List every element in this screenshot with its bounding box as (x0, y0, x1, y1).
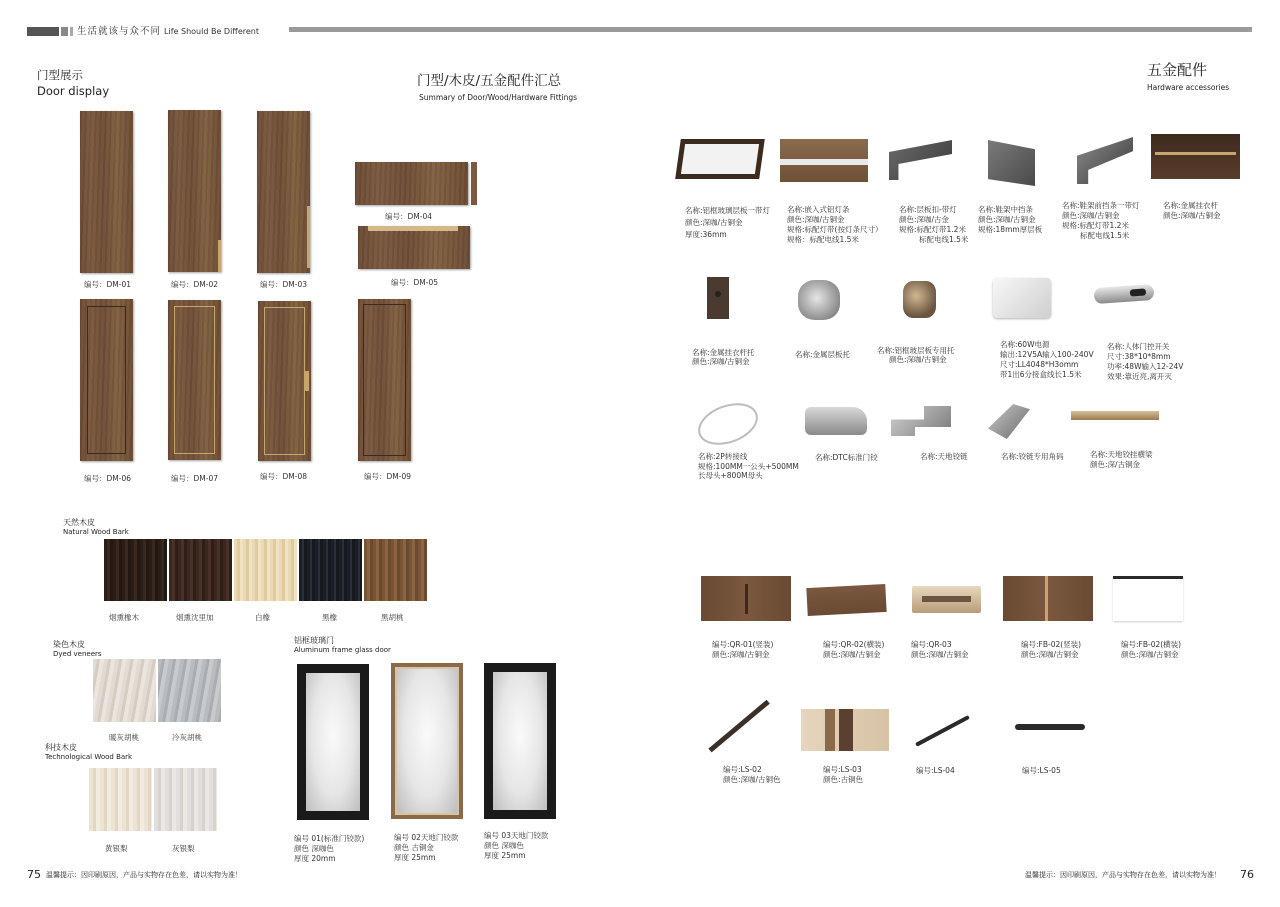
spec-adapter-cable (698, 452, 799, 481)
spec-line: 名称:层板扣-带灯 (899, 205, 957, 214)
spec-shoe-rack-led (1062, 201, 1140, 241)
spec-line: 颜色:深咖/古铜金 (787, 215, 845, 224)
spec-handle-ls-04 (916, 765, 955, 776)
swatch-label-yellow-pear: 黄银梨 (105, 844, 128, 853)
spec-line: 厚度:36mm (685, 230, 727, 239)
door-gold-inlay (264, 307, 305, 455)
swatch-white-oak (234, 539, 297, 601)
spec-line: 颜色:深咖/古铜色 (723, 775, 781, 784)
spec-line: 颜色:深咖/古铜金 (1121, 650, 1179, 659)
spec-handle-ls-05 (1022, 765, 1061, 776)
spec-line: 功率:48W输入12-24V (1107, 362, 1184, 371)
spec-line: 规格：标配电线1.5米 (787, 235, 859, 244)
spec-line: 效果:靠近亮,离开灭 (1107, 372, 1172, 381)
spec-line: 尺寸:LL4048*H3omm (1000, 360, 1079, 369)
spec-glass-shelf-support (877, 346, 955, 364)
glass-inner-frame (395, 667, 459, 815)
product-power-supply (993, 278, 1051, 318)
product-shoe-rack-bar (988, 140, 1035, 186)
spec-line: 编号:FB-02(竖装) (1021, 640, 1082, 649)
spec-line: 规格:标配灯带1.2米 (899, 225, 966, 234)
section-title-en: Door display (37, 84, 110, 98)
swatch-label-black-walnut: 黑胡桃 (381, 613, 404, 622)
product-shelf-support (798, 280, 840, 320)
spec-line: 名称:天地铰链 (920, 452, 968, 461)
spec-pivot-beam (1090, 450, 1153, 469)
handle-ls-03 (801, 709, 889, 751)
spec-hanging-rod (1163, 201, 1221, 221)
spec-shelf-clip (899, 205, 968, 245)
header-slogan-en: Life Should Be Different (164, 27, 259, 36)
door-handle (305, 371, 309, 391)
spec-handle-qr-01 (712, 640, 773, 660)
door-label-dm-08: 编号：DM-08 (260, 472, 307, 481)
glass-spec-01 (294, 834, 364, 864)
door-dm-04 (355, 162, 468, 205)
spec-line: 标配电线1.5米 (919, 235, 969, 244)
spec-line: 颜色:深/古铜金 (1090, 459, 1141, 469)
handle-ls-04 (915, 715, 970, 747)
spec-line: 编号:LS-04 (916, 766, 955, 775)
door-label-dm-04: 编号：DM-04 (385, 212, 432, 221)
spec-line: 规格:标配灯带(按灯条尺寸） (787, 225, 883, 234)
spec-line: 编号:FB-02(横装) (1121, 640, 1182, 649)
product-shelf-clip (889, 140, 952, 180)
handle-fb-02-vertical (1003, 576, 1093, 621)
spec-line: 输出:12V5A输入100-240V (1000, 350, 1094, 359)
swatch-label-smoked-oak: 烟熏橡木 (109, 613, 139, 622)
tech-title-cn: 科技木皮 (45, 743, 77, 752)
glass-spec-02 (394, 833, 458, 863)
spec-line: 编号:LS-03 (823, 765, 862, 774)
glass-spec-line: 厚度 20mm (294, 854, 336, 863)
spec-line: 长母头+800M母头 (698, 471, 763, 480)
handle-ls-02 (708, 700, 769, 753)
door-handle-groove (368, 226, 458, 231)
spec-line: 名称:鞋架中挡条 (978, 205, 1034, 214)
spec-dtc-hinge (815, 452, 878, 463)
glass-door-01 (297, 664, 369, 820)
footnote-right: 温馨提示：因印刷原因，产品与实物存在色差，请以实物为准！ (1025, 871, 1221, 879)
product-hanging-rod (1151, 134, 1240, 179)
glass-door-03 (484, 663, 556, 819)
door-dm-07 (168, 300, 221, 460)
spec-shoe-rack-bar (978, 205, 1042, 235)
spec-line: 规格:100MM一公头+500MM (698, 461, 799, 471)
product-motion-sensor (1094, 284, 1155, 304)
swatch-label-grey-pear: 灰银梨 (172, 844, 195, 853)
spec-handle-ls-03 (823, 765, 863, 785)
hardware-title-en: Hardware accessories (1147, 83, 1230, 92)
spec-line: 名称:铝框玻璃层板一带灯 (685, 206, 771, 215)
spec-line: 颜色:深咖/古铜金 (889, 355, 947, 364)
spec-line: 编号:LS-02 (723, 765, 762, 774)
glass-spec-line: 编号 03天地门铰款 (484, 831, 549, 840)
spec-pivot-hinge (920, 451, 968, 462)
product-pivot-hinge (891, 406, 951, 436)
glass-door-02 (391, 663, 463, 819)
section-title-cn: 门型展示 (37, 68, 83, 82)
spec-line: 名称:铝框玻层板专用托 (877, 346, 955, 355)
door-dm-05 (358, 226, 470, 269)
header-slogan (77, 26, 259, 38)
swatch-label-cool-grey: 冷灰胡桃 (172, 733, 202, 742)
handle-ls-05 (1015, 724, 1085, 730)
product-dtc-hinge (805, 407, 867, 435)
swatch-cool-grey-walnut (158, 659, 221, 722)
handle-qr-01 (701, 576, 791, 621)
product-rod-holder (707, 277, 729, 319)
spec-handle-ls-02 (723, 765, 781, 785)
door-label-dm-07: 编号：DM-07 (171, 474, 218, 483)
door-label-dm-09: 编号：DM-09 (364, 472, 411, 481)
door-panel-frame (363, 304, 406, 456)
spec-handle-qr-02 (823, 640, 884, 660)
product-led-strip (780, 139, 868, 182)
swatch-black-walnut (364, 539, 427, 601)
spec-line: 编号:LS-05 (1022, 766, 1061, 775)
spec-line: 颜色:深咖/古铜金 (823, 650, 881, 659)
spec-line: 标配电线1.5米 (1080, 231, 1130, 240)
spec-line: 名称:铰链专用角码 (1001, 452, 1064, 461)
handle-fb-02-horizontal (1113, 576, 1183, 621)
swatch-warm-grey-walnut (93, 659, 156, 722)
door-panel-frame (87, 306, 126, 454)
door-label-dm-06: 编号：DM-06 (84, 474, 131, 483)
product-adapter-cable (692, 396, 763, 453)
spec-line: 规格:18mm厚层板 (978, 225, 1043, 234)
glass-spec-line: 编号 01(标准门铰款) (294, 834, 365, 843)
spec-line: 名称:金属层板托 (795, 350, 851, 359)
header-rule (289, 27, 1252, 32)
spec-line: 名称:人体门控开关 (1107, 342, 1170, 351)
spec-handle-fb-02-vertical (1021, 640, 1081, 660)
page-number-left: 75 (27, 868, 41, 881)
glass-spec-line: 厚度 25mm (394, 853, 436, 862)
product-hinge-bracket (988, 404, 1030, 439)
spec-line: 名称:天地铰挂横梁 (1090, 450, 1153, 459)
spec-line: 带1出6分接盒线长1.5米 (1000, 370, 1082, 379)
door-label-dm-03: 编号：DM-03 (260, 280, 307, 289)
door-label-dm-02: 编号：DM-02 (171, 280, 218, 289)
door-dm-09 (358, 299, 411, 461)
spec-line: 名称:金属挂衣杆托 (692, 348, 755, 357)
glass-spec-line: 颜色 深咖色 (294, 844, 334, 853)
header-slogan-cn: 生活就该与众不同 (77, 26, 162, 37)
door-dm-01 (80, 111, 133, 273)
swatch-yellow-silver-pear (89, 768, 152, 831)
glass-title-cn: 铝框玻璃门 (294, 636, 334, 645)
dyed-title-cn: 染色木皮 (53, 640, 85, 649)
dyed-title-en: Dyed veneers (53, 650, 102, 658)
spec-line: 名称:金属挂衣杆 (1163, 201, 1219, 210)
glass-pane (306, 673, 360, 811)
glass-spec-line: 颜色 古铜金 (394, 843, 434, 852)
swatch-label-smoked-elm: 烟熏沈里加 (176, 613, 214, 622)
door-dm-03 (257, 111, 310, 273)
header-bar-mid (61, 27, 68, 36)
spec-line: 名称:嵌入式铝灯条 (787, 205, 850, 214)
summary-title-en: Summary of Door/Wood/Hardware Fittings (419, 93, 578, 102)
glass-spec-line: 编号 02天地门铰款 (394, 833, 459, 842)
spec-hinge-bracket (1001, 451, 1064, 462)
door-dm-06 (80, 299, 133, 461)
spec-line: 颜色:深咖/古铜金 (712, 650, 770, 659)
footnote-left: 温馨提示：因印刷原因，产品与实物存在色差，请以实物为准！ (46, 871, 242, 879)
door-label-dm-05: 编号：DM-05 (391, 278, 438, 287)
swatch-black-oak (299, 539, 362, 601)
spec-line: 颜色:深咖/古铜金 (911, 650, 969, 659)
product-pivot-beam (1071, 411, 1159, 420)
door-dm-08 (258, 301, 311, 461)
door-edge (471, 162, 477, 205)
spec-glass-shelf (685, 205, 770, 241)
tech-title-en: Technological Wood Bark (45, 753, 133, 761)
spec-line: 颜色:深咖/古铜金 (1163, 211, 1221, 220)
spec-line: 规格:标配灯带1.2米 (1062, 221, 1129, 230)
natural-title-cn: 天然木皮 (63, 518, 95, 527)
swatch-label-black-oak: 黑橡 (322, 613, 337, 622)
page-number-right: 76 (1240, 868, 1254, 881)
spec-line: 编号:QR-01(竖装) (712, 640, 774, 649)
door-handle (307, 206, 310, 268)
spec-line: 颜色:深咖/古铜金 (1062, 211, 1120, 220)
swatch-grey-silver-pear (154, 768, 217, 831)
spec-line: 名称:60W电源 (1000, 340, 1050, 349)
product-glass-shelf (675, 139, 765, 179)
spec-line: 编号:QR-03 (911, 640, 952, 649)
swatch-label-white-oak: 白橡 (255, 613, 270, 622)
product-glass-shelf-support (903, 281, 936, 318)
spec-line: 颜色:深咖/古铜金 (978, 215, 1036, 224)
natural-title-en: Natural Wood Bark (63, 528, 129, 536)
door-gold-inlay (174, 306, 215, 454)
swatch-smoked-elm (169, 539, 232, 601)
spec-line: 颜色:古铜色 (823, 775, 864, 784)
glass-pane (493, 672, 547, 810)
spec-line: 颜色:深咖/古铜金 (685, 218, 743, 227)
spec-line: 名称:2P转接线 (698, 452, 748, 461)
handle-qr-02 (806, 584, 886, 616)
glass-spec-line: 厚度 25mm (484, 851, 526, 860)
summary-title-cn: 门型/木皮/五金配件汇总 (417, 73, 562, 89)
spec-line: 颜色:深咖/古铜金 (1021, 650, 1079, 659)
swatch-smoked-oak (104, 539, 167, 601)
spec-power-supply (1000, 340, 1094, 380)
spec-rod-holder (692, 348, 755, 366)
door-dm-02 (168, 110, 221, 272)
hardware-title-cn: 五金配件 (1147, 61, 1208, 79)
door-label-dm-01: 编号：DM-01 (84, 280, 131, 289)
spec-handle-qr-03 (911, 640, 969, 660)
glass-title-en: Aluminum frame glass door (294, 646, 391, 654)
swatch-label-warm-grey: 暖灰胡桃 (109, 733, 139, 742)
spec-led-strip (787, 205, 882, 245)
header-bar-dark (27, 27, 59, 36)
handle-qr-03 (912, 586, 981, 613)
spec-line: 名称:DTC标准门铰 (815, 453, 878, 462)
spec-line: 颜色:深咖/古金 (899, 215, 950, 224)
spec-handle-fb-02-horizontal (1121, 640, 1181, 660)
glass-spec-03 (484, 831, 548, 861)
spec-line: 尺寸:38*10*8mm (1107, 352, 1171, 361)
spec-line: 颜色:深咖/古铜金 (692, 357, 750, 366)
header-bar-light (70, 27, 73, 36)
glass-spec-line: 颜色 深咖色 (484, 841, 524, 850)
spec-shelf-support (795, 349, 850, 360)
door-handle (218, 240, 221, 272)
spec-motion-sensor (1107, 342, 1183, 382)
spec-line: 编号:QR-02(横装) (823, 640, 885, 649)
product-shoe-rack-led (1077, 137, 1133, 184)
spec-line: 名称:鞋架前挡条一带灯 (1062, 201, 1140, 210)
